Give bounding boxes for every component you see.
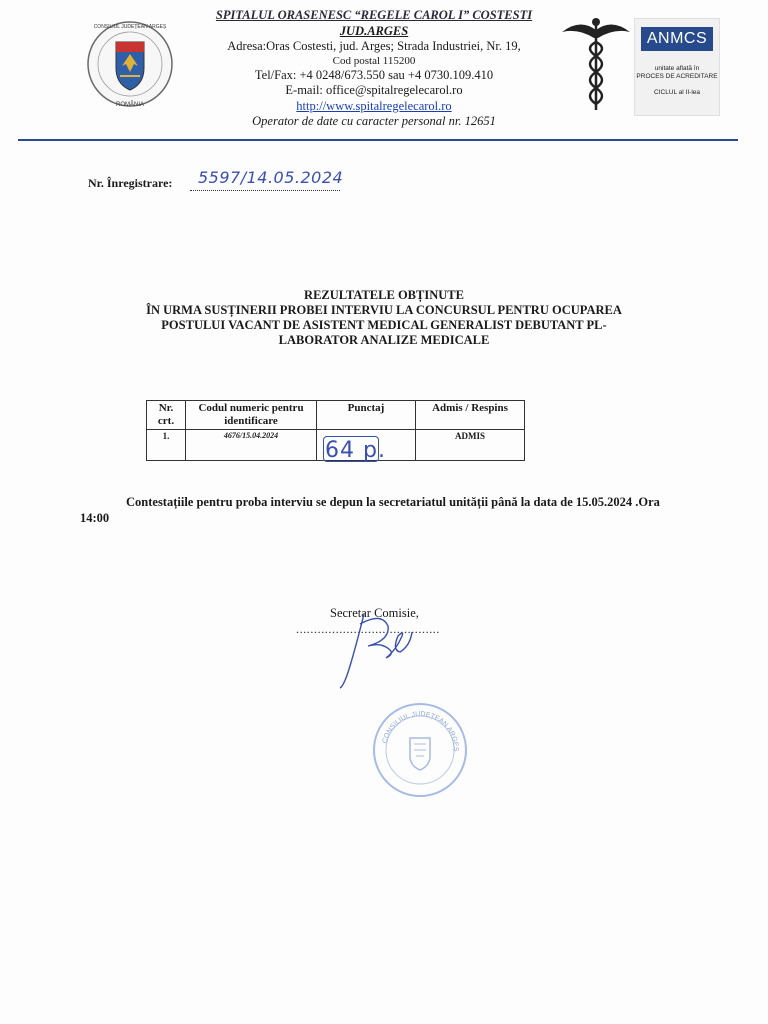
secretary-label: Secretar Comisie, [330,606,419,620]
phone-line: Tel/Fax: +4 0248/673.550 sau +4 0730.109.410 [254,67,494,82]
hospital-header [178,8,570,130]
column-header-status: Admis / Respins [416,401,525,430]
row-status: ADMIS [416,430,525,461]
column-header-code: Codul numeric pentru identificare [186,401,317,430]
signature-line: ........................................ [296,622,440,636]
county-name: JUD.ARGES [339,23,409,38]
column-header-nr: Nr. crt. [147,401,186,430]
postal-code: Cod postal 115200 [332,54,416,67]
row-nr: 1. [147,430,186,461]
county-crest-icon [86,16,174,112]
operator-line: Operator de date cu caracter personal nr. 12651 [252,114,496,128]
row-score: 64 p. [325,438,386,463]
contest-notice: Contestațiile pentru proba interviu se depun la secretariatul unității până la data de 15.05.2024 .Ora 14:00 [80,495,660,525]
website-link[interactable]: http://www.spitalregelecarol.ro [296,98,452,113]
registration-underline [190,190,340,191]
column-header-score: Punctaj [317,401,416,430]
address-line: Adresa:Oras Costesti, jud. Arges; Strada Industriei, Nr. 19, [227,39,521,53]
anmcs-accreditation-badge: ANMCS unitate aflată în PROCES DE ACREDITARE CICLUL al II-lea [634,18,720,116]
official-stamp [370,700,470,800]
results-table [146,400,525,461]
svg-text:ROMÂNIA: ROMÂNIA [115,102,145,108]
registration-number: 5597/14.05.2024 [198,168,344,187]
svg-text:CONSILIUL JUDEȚEAN ARGEȘ: CONSILIUL JUDEȚEAN ARGEȘ [381,710,460,752]
row-code: 4676/15.04.2024 [186,430,317,461]
anmcs-logo: ANMCS [641,27,713,51]
row-score-cell [317,430,416,461]
hospital-name: SPITALUL ORASENESC “REGELE CAROL I” COSTESTI [215,8,533,22]
table-header-row [147,401,525,430]
header-divider [18,139,738,141]
document-title: REZULTATELE OBȚINUTE ÎN URMA SUSȚINERII PROBEI INTERVIU LA CONCURSUL PENTRU OCUPAREA POSTULUI VACANT DE ASISTENT MEDICAL GENERALIST DEBUTANT PL- LABORATOR ANALIZE MEDICALE [146,288,622,347]
handwritten-signature [332,606,422,692]
email-line: E-mail: office@spitalregelecarol.ro [285,83,463,97]
svg-text:CONSILIUL JUDEȚEAN ARGEȘ: CONSILIUL JUDEȚEAN ARGEȘ [93,24,167,30]
table-row [147,430,525,461]
registration-label: Nr. Înregistrare: [88,176,173,190]
caduceus-icon [560,14,632,114]
